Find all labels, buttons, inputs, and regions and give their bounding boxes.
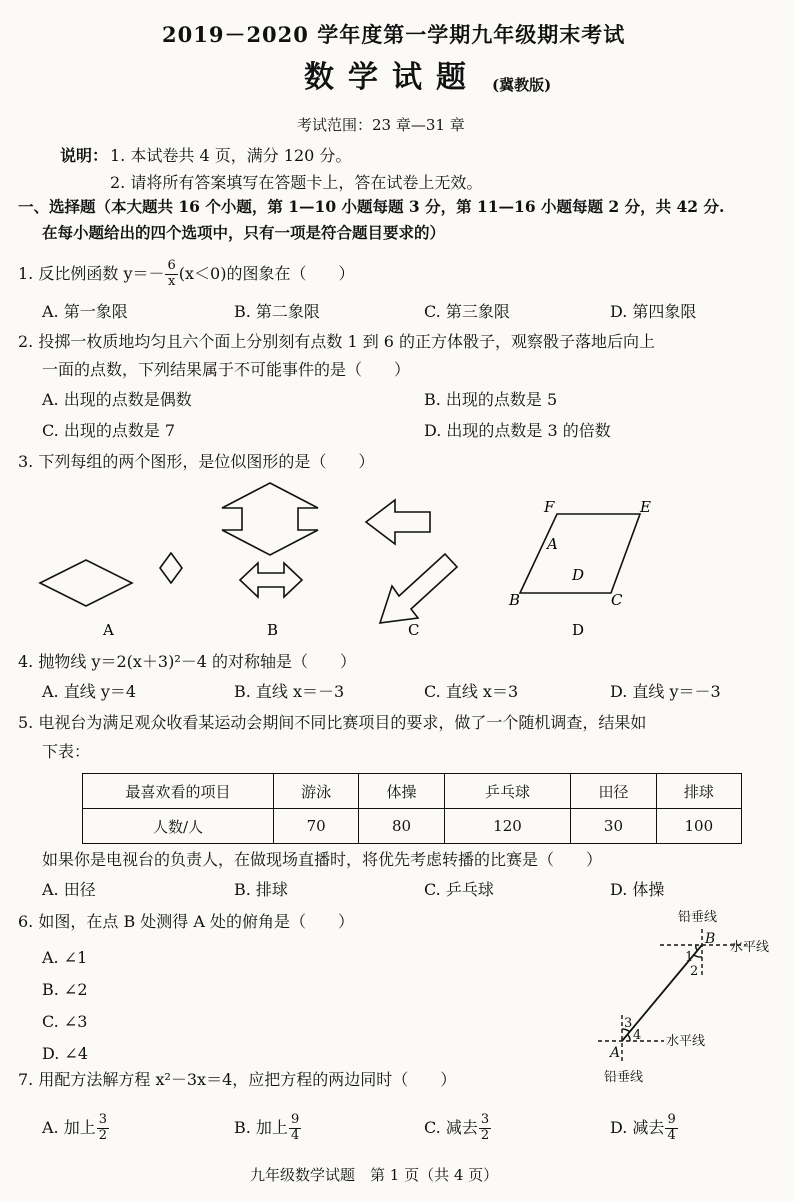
q6-angle-3-label: 3 xyxy=(624,1016,633,1031)
q6-point-a: A xyxy=(610,1045,621,1061)
table-row xyxy=(83,809,742,844)
q2-option-c: C. 出现的点数是 7 xyxy=(42,421,176,440)
table-cell: 体操 xyxy=(359,774,444,809)
q4-stem: 4. 抛物线 y＝2(x＋3)²－4 的对称轴是（ ） xyxy=(18,652,357,671)
q3-point-f: F xyxy=(544,498,555,516)
q3-label-a: A xyxy=(103,621,114,639)
q7-option-c-fraction xyxy=(479,1113,491,1143)
notes-label: 说明： xyxy=(60,146,109,165)
table-cell: 乒乓球 xyxy=(444,774,571,809)
section-title-line2: 在每小题给出的四个选项中，只有一项是符合题目要求的） xyxy=(42,223,446,242)
q2-stem-line2: 一面的点数，下列结果属于不可能事件的是（ ） xyxy=(42,360,411,379)
q7-option-b xyxy=(234,1108,302,1148)
q7-option-d-prefix: D. 减去 xyxy=(610,1118,665,1138)
q1-option-c: C. 第三象限 xyxy=(424,302,510,321)
q5-option-b: B. 排球 xyxy=(234,880,288,899)
q2-option-a: A. 出现的点数是偶数 xyxy=(42,390,192,409)
q6-label-horizontal-bottom: 水平线 xyxy=(666,1034,706,1049)
table-cell: 排球 xyxy=(656,774,741,809)
q7-option-a-prefix: A. 加上 xyxy=(42,1118,96,1138)
q3-stem: 3. 下列每组的两个图形，是位似图形的是（ ） xyxy=(18,452,375,471)
q6-label-horizontal-top: 水平线 xyxy=(730,940,770,955)
q7-option-a-den: 2 xyxy=(98,1127,108,1143)
q7-option-d-num: 9 xyxy=(667,1112,676,1128)
note-2: 2. 请将所有答案填写在答题卡上，答在试卷上无效。 xyxy=(110,173,483,192)
note-1: 1. 本试卷共 4 页，满分 120 分。 xyxy=(110,146,352,165)
edition-label: (冀教版) xyxy=(492,76,552,94)
exam-title: 2019－2020 学年度第一学期九年级期末考试 xyxy=(162,22,626,47)
q2-option-d: D. 出现的点数是 3 的倍数 xyxy=(424,421,611,440)
q6-angle-4-label: 4 xyxy=(633,1028,642,1043)
q1-frac-num: 6 xyxy=(167,258,176,274)
q3-point-a: A xyxy=(547,535,558,553)
q1-option-a: A. 第一象限 xyxy=(42,302,128,321)
q1-fraction xyxy=(165,259,177,289)
q1-option-d: D. 第四象限 xyxy=(610,302,697,321)
q7-option-c-prefix: C. 减去 xyxy=(424,1118,478,1138)
q1-stem-a: 1. 反比例函数 y＝－ xyxy=(18,264,165,284)
q7-option-c xyxy=(424,1108,492,1148)
q6-angle-2-label: 2 xyxy=(690,964,699,979)
q3-label-d: D xyxy=(572,621,585,639)
q5-stem-line2: 下表： xyxy=(42,742,91,761)
q1-stem xyxy=(18,258,354,290)
q6-point-b: B xyxy=(705,931,716,947)
q5-followup: 如果你是电视台的负责人，在做现场直播时，将优先考虑转播的比赛是（ ） xyxy=(42,850,603,869)
q3-point-b: B xyxy=(509,591,521,609)
q3-a-small-rhombus xyxy=(160,553,182,583)
q6-figure xyxy=(560,905,794,1085)
q3-point-d: D xyxy=(572,566,585,584)
q6-label-plumb-top: 铅垂线 xyxy=(678,910,718,925)
table-cell: 30 xyxy=(571,809,656,844)
q7-option-c-den: 2 xyxy=(480,1127,490,1143)
q7-option-c-num: 3 xyxy=(480,1112,490,1128)
q5-option-c: C. 乒乓球 xyxy=(424,880,494,899)
q3-a-large-rhombus xyxy=(40,560,132,606)
q3-point-c: C xyxy=(611,591,623,609)
q5-stem-line1: 5. 电视台为满足观众收看某运动会期间不同比赛项目的要求，做了一个随机调查，结果如 xyxy=(18,713,647,732)
q7-stem: 7. 用配方法解方程 x²－3x＝4，应把方程的两边同时（ ） xyxy=(18,1070,457,1089)
q7-option-d-den: 4 xyxy=(667,1127,676,1143)
q3-c-diagonal-arrow xyxy=(380,554,457,623)
table-header-cell: 最喜欢看的项目 xyxy=(83,774,274,809)
q6-option-a: A. ∠1 xyxy=(42,948,88,967)
table-cell: 游泳 xyxy=(274,774,359,809)
q4-option-b: B. 直线 x＝－3 xyxy=(234,682,345,701)
q6-stem: 6. 如图，在点 B 处测得 A 处的俯角是（ ） xyxy=(18,912,355,931)
survey-table xyxy=(82,773,742,844)
table-cell: 80 xyxy=(359,809,444,844)
q7-option-a xyxy=(42,1108,110,1148)
q3-c-left-arrow xyxy=(366,500,430,544)
q3-point-e: E xyxy=(640,498,651,516)
page-footer: 九年级数学试题 第 1 页（共 4 页） xyxy=(250,1166,499,1184)
table-cell: 田径 xyxy=(571,774,656,809)
q4-option-d: D. 直线 y＝－3 xyxy=(610,682,721,701)
q6-angle-2-arc xyxy=(694,955,702,957)
q1-frac-den: x xyxy=(167,273,176,289)
table-cell: 100 xyxy=(656,809,741,844)
q5-option-d: D. 体操 xyxy=(610,880,665,899)
q2-stem-line1: 2. 投掷一枚质地均匀且六个面上分别刻有点数 1 到 6 的正方体骰子，观察骰子落地后向上 xyxy=(18,332,656,351)
q6-label-plumb-bottom: 铅垂线 xyxy=(604,1070,644,1085)
q3-b-small-double-arrow xyxy=(240,563,302,597)
subject-title: 数学试题 xyxy=(304,60,480,95)
q6-option-c: C. ∠3 xyxy=(42,1012,88,1031)
q5-option-a: A. 田径 xyxy=(42,880,96,899)
table-cell: 120 xyxy=(444,809,571,844)
exam-scope: 考试范围：23 章—31 章 xyxy=(297,116,465,134)
q6-option-b: B. ∠2 xyxy=(42,980,88,999)
q2-option-b: B. 出现的点数是 5 xyxy=(424,390,558,409)
q4-option-c: C. 直线 x＝3 xyxy=(424,682,519,701)
q7-option-b-prefix: B. 加上 xyxy=(234,1118,288,1138)
q7-option-b-den: 4 xyxy=(290,1127,300,1143)
q1-option-b: B. 第二象限 xyxy=(234,302,320,321)
q7-option-a-fraction xyxy=(97,1113,109,1143)
q6-angle-4-arc xyxy=(628,1035,630,1041)
table-row xyxy=(83,774,742,809)
q3-label-b: B xyxy=(267,621,279,639)
q6-angle-1-label: 1 xyxy=(685,950,694,965)
q3-b-large-double-arrow xyxy=(222,483,318,555)
q7-option-a-num: 3 xyxy=(98,1112,108,1128)
table-cell: 70 xyxy=(274,809,359,844)
q4-option-a: A. 直线 y＝4 xyxy=(42,682,137,701)
q7-option-d xyxy=(610,1108,679,1148)
q6-option-d: D. ∠4 xyxy=(42,1044,89,1063)
section-title-line1: 一、选择题（本大题共 16 个小题，第 1—10 小题每题 3 分，第 11—16 小题每题 2 分，共 42 分. xyxy=(18,197,725,216)
q3-figures xyxy=(0,470,794,650)
q6-angle-1-arc xyxy=(696,945,698,951)
table-header-cell: 人数/人 xyxy=(83,809,274,844)
q3-label-c: C xyxy=(408,621,420,639)
q1-stem-b: (x＜0)的图象在（ ） xyxy=(178,264,355,284)
q7-option-d-fraction xyxy=(665,1113,677,1143)
q7-option-b-num: 9 xyxy=(290,1112,300,1128)
q7-option-b-fraction xyxy=(289,1113,301,1143)
